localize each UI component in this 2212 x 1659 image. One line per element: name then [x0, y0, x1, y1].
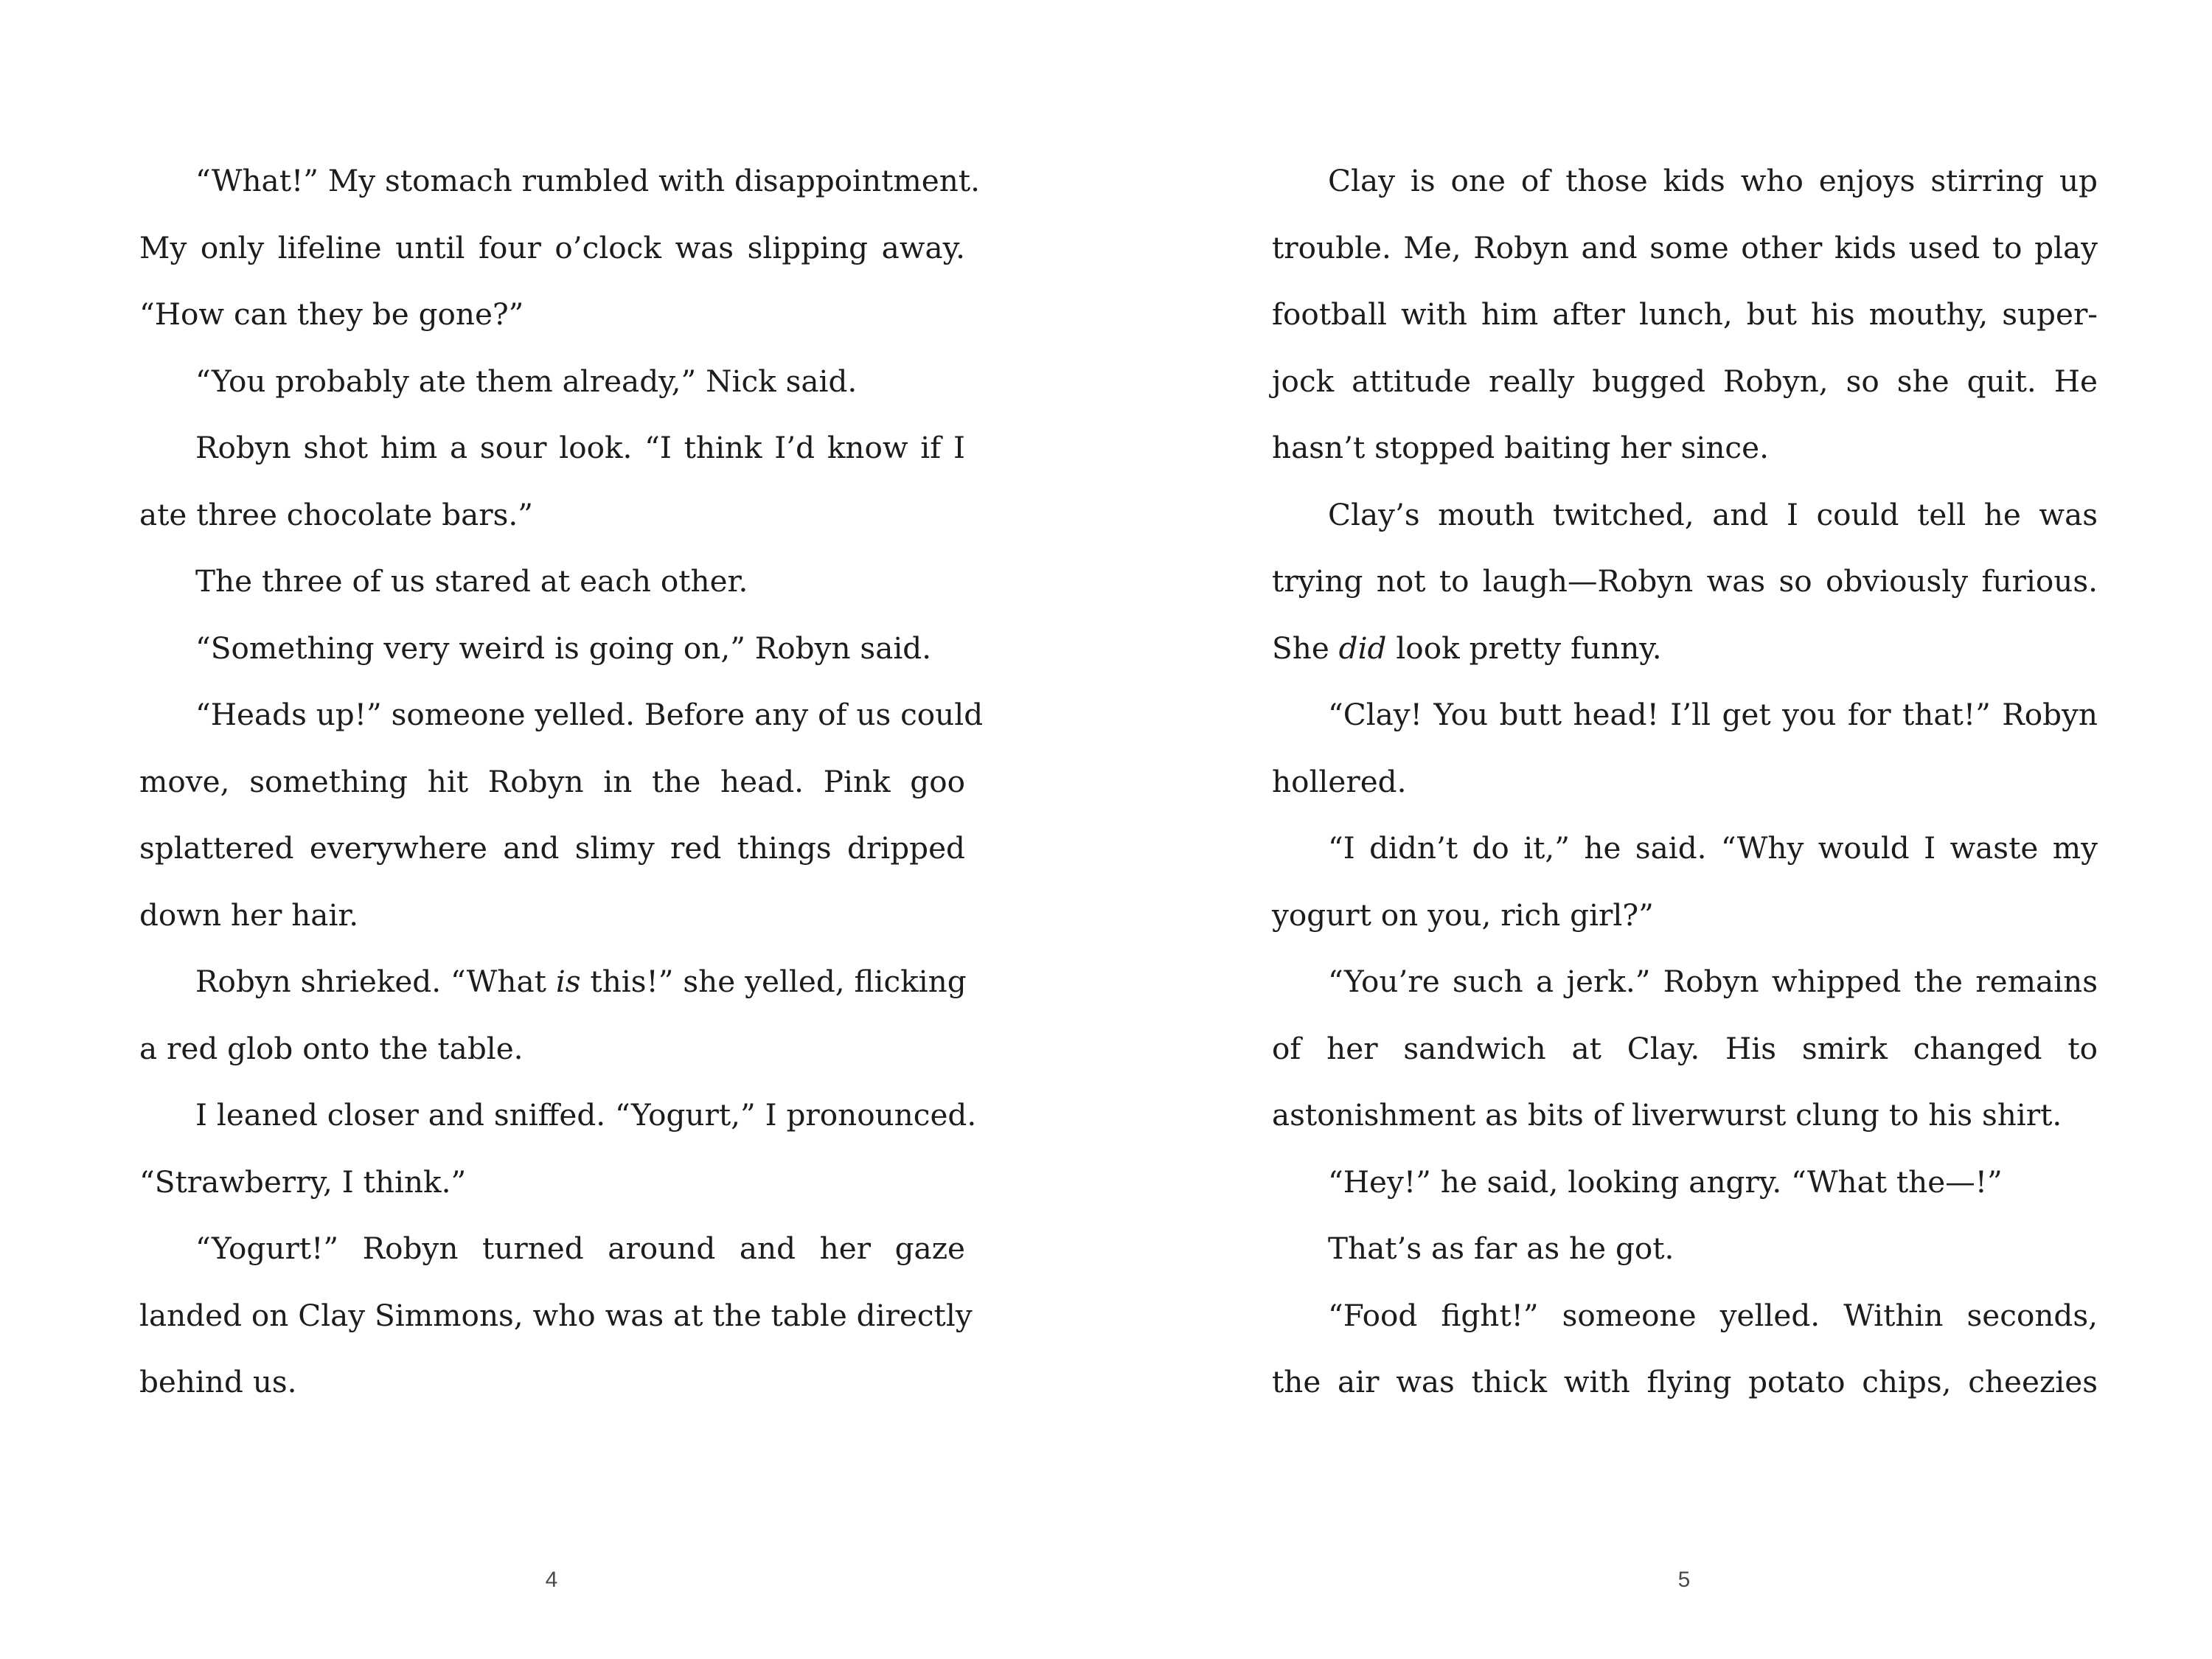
text-line: of her sandwich at Clay. His smirk changed to: [1272, 1030, 2098, 1066]
italic-text: did: [1338, 630, 1387, 666]
text-line: “Food fight!” someone yelled. Within seconds,: [1328, 1297, 2098, 1333]
text-line: “Clay! You butt head! I’ll get you for that!” Robyn: [1328, 697, 2098, 732]
text-line: My only lifeline until four o’clock was slipping away.: [139, 229, 965, 265]
text-segment: look pretty funny.: [1386, 630, 1662, 666]
text-line: The three of us stared at each other.: [195, 563, 748, 599]
text-segment: She: [1272, 630, 1339, 666]
text-line: astonishment as bits of liverwurst clung to his shirt.: [1272, 1097, 2062, 1133]
text-line: [1272, 624, 2098, 691]
text-line: splattered everywhere and slimy red things dripped: [139, 830, 965, 866]
italic-text: is: [555, 964, 581, 999]
text-line: ate three chocolate bars.”: [139, 496, 534, 532]
text-line: hasn’t stopped baiting her since.: [1272, 430, 1769, 465]
text-line: “Yogurt!” Robyn turned around and her gaze: [195, 1231, 965, 1266]
text-line: I leaned closer and sniffed. “Yogurt,” I pronounced.: [195, 1097, 977, 1133]
text-line: “Something very weird is going on,” Robyn said.: [195, 630, 932, 666]
text-line: “You’re such a jerk.” Robyn whipped the remains: [1328, 964, 2098, 999]
right-page-body: [1272, 156, 2098, 1425]
text-line: “What!” My stomach rumbled with disappointment.: [195, 163, 980, 198]
right-page-number: 5: [1677, 1568, 1691, 1592]
text-line: That’s as far as he got.: [1328, 1231, 1674, 1266]
text-line: landed on Clay Simmons, who was at the table directly: [139, 1297, 973, 1333]
text-line: jock attitude really bugged Robyn, so she quit. He: [1272, 363, 2098, 399]
left-page-number: 4: [545, 1568, 558, 1592]
text-line: “You probably ate them already,” Nick said.: [195, 363, 858, 399]
text-line: move, something hit Robyn in the head. Pink goo: [139, 763, 965, 799]
text-line: trouble. Me, Robyn and some other kids used to play: [1272, 229, 2098, 265]
text-line: “How can they be gone?”: [139, 296, 524, 332]
text-line: a red glob onto the table.: [139, 1030, 524, 1066]
text-line: [139, 957, 965, 1024]
text-line: “Heads up!” someone yelled. Before any of us could: [195, 697, 984, 732]
text-line: behind us.: [139, 1364, 297, 1399]
text-line: Clay’s mouth twitched, and I could tell he was: [1328, 496, 2098, 532]
text-line: “Hey!” he said, looking angry. “What the—!”: [1328, 1164, 2003, 1200]
left-page-body: [139, 156, 984, 1425]
text-line: yogurt on you, rich girl?”: [1272, 897, 1654, 933]
text-segment: Robyn shrieked. “What: [195, 964, 556, 999]
text-line: football with him after lunch, but his mouthy, super-: [1272, 296, 2098, 332]
text-line: “I didn’t do it,” he said. “Why would I waste my: [1328, 830, 2098, 866]
text-line: down her hair.: [139, 897, 359, 933]
text-line: hollered.: [1272, 763, 1407, 799]
text-line: trying not to laugh—Robyn was so obviously furious.: [1272, 563, 2098, 599]
text-segment: this!” she yelled, flicking: [580, 964, 967, 999]
text-line: Clay is one of those kids who enjoys stirring up: [1328, 163, 2098, 198]
text-line: the air was thick with flying potato chips, cheezies: [1272, 1364, 2098, 1399]
text-line: “Strawberry, I think.”: [139, 1164, 467, 1200]
text-line: Robyn shot him a sour look. “I think I’d know if I: [195, 430, 965, 465]
